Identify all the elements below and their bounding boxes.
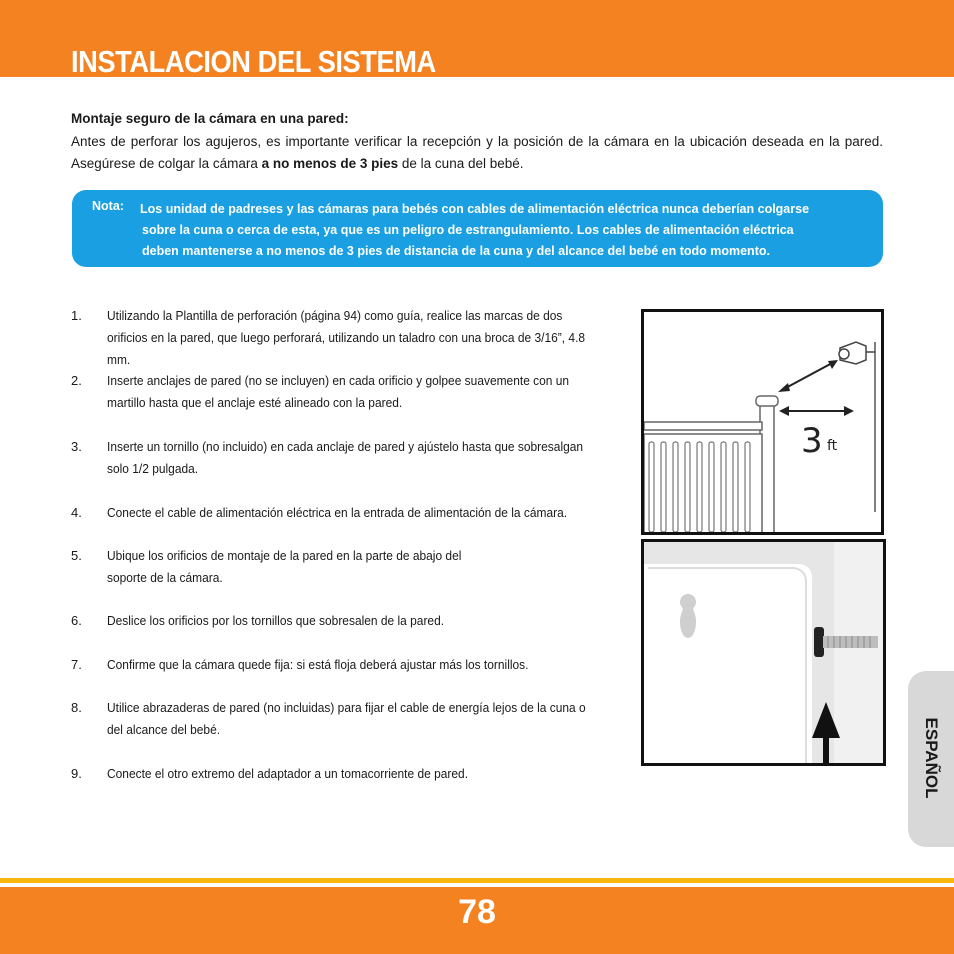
step-text: Deslice los orificios por los tornillos que sobresalen de la pared. — [107, 613, 445, 628]
step-number: 6. — [71, 613, 82, 628]
crib-distance-illustration — [641, 309, 884, 535]
step-text: Utilizando la Plantilla de perforación (página 94) como guía, realice las marcas de dos orificios en la pared, que luego perforará, utilizando un taladro con una broca de 3/16”, 4.8 mm. — [107, 308, 586, 367]
note-line-3: deben mantenerse a no menos de 3 pies de distancia de la cuna y del alcance del bebé en todo momento. — [142, 244, 770, 258]
distance-number: 3 — [801, 421, 823, 461]
page-title: INSTALACION DEL SISTEMA — [71, 44, 436, 79]
note-text — [142, 199, 872, 262]
step-text: Inserte un tornillo (no incluido) en cada anclaje de pared y ajústelo hasta que sobresalgan solo 1/2 pulgada. — [107, 439, 584, 476]
step-number: 7. — [71, 657, 82, 672]
step-text: Inserte anclajes de pared (no se incluyen) en cada orificio y golpee suavemente con un martillo hasta que el anclaje esté alineado con la pared. — [107, 373, 570, 410]
page-number: 78 — [458, 893, 496, 931]
step-number: 9. — [71, 766, 82, 781]
mounting-bracket-drawing — [644, 542, 883, 763]
step-number: 5. — [71, 548, 82, 563]
step-text: Ubique los orificios de montaje de la pared en la parte de abajo del soporte de la cámara. — [107, 548, 462, 585]
step-number: 1. — [71, 308, 82, 323]
intro-text-2: de la cuna del bebé. — [398, 156, 524, 171]
language-tab-label: ESPAÑOL — [922, 717, 941, 799]
step-number: 2. — [71, 373, 82, 388]
step-text: Confirme que la cámara quede fija: si está floja deberá ajustar más los tornillos. — [107, 657, 529, 672]
section-heading: Montaje seguro de la cámara en una pared: — [71, 111, 349, 126]
intro-bold-distance: a no menos de 3 pies — [261, 156, 399, 171]
note-line-1: Los unidad de padreses y las cámaras para bebés con cables de alimentación eléctrica nunca deberían colgarse — [140, 202, 810, 216]
step-number: 8. — [71, 700, 82, 715]
mounting-bracket-illustration — [641, 539, 886, 766]
note-box — [72, 190, 883, 267]
note-line-2: sobre la cuna o cerca de esta, ya que es un peligro de estrangulamiento. Los cables de alimentación eléctrica — [142, 223, 794, 237]
step-text: Conecte el cable de alimentación eléctrica en la entrada de alimentación de la cámara. — [107, 505, 568, 520]
crib-distance-drawing — [644, 312, 881, 532]
footer-accent-line — [0, 878, 954, 883]
intro-text-1: Antes de perforar los agujeros, es importante verificar la recepción y la posición de la cámara en la ubicación deseada en la pared. Asegúrese de colgar la cámara — [71, 134, 883, 171]
step-text: Utilice abrazaderas de pared (no incluidas) para fijar el cable de energía lejos de la cuna o del alcance del bebé. — [107, 700, 586, 737]
step-number: 3. — [71, 439, 82, 454]
step-text: Conecte el otro extremo del adaptador a un tomacorriente de pared. — [107, 766, 469, 781]
step-number: 4. — [71, 505, 82, 520]
intro-paragraph — [71, 131, 883, 175]
distance-unit: ft — [827, 438, 838, 454]
note-label: Nota: — [92, 199, 124, 213]
